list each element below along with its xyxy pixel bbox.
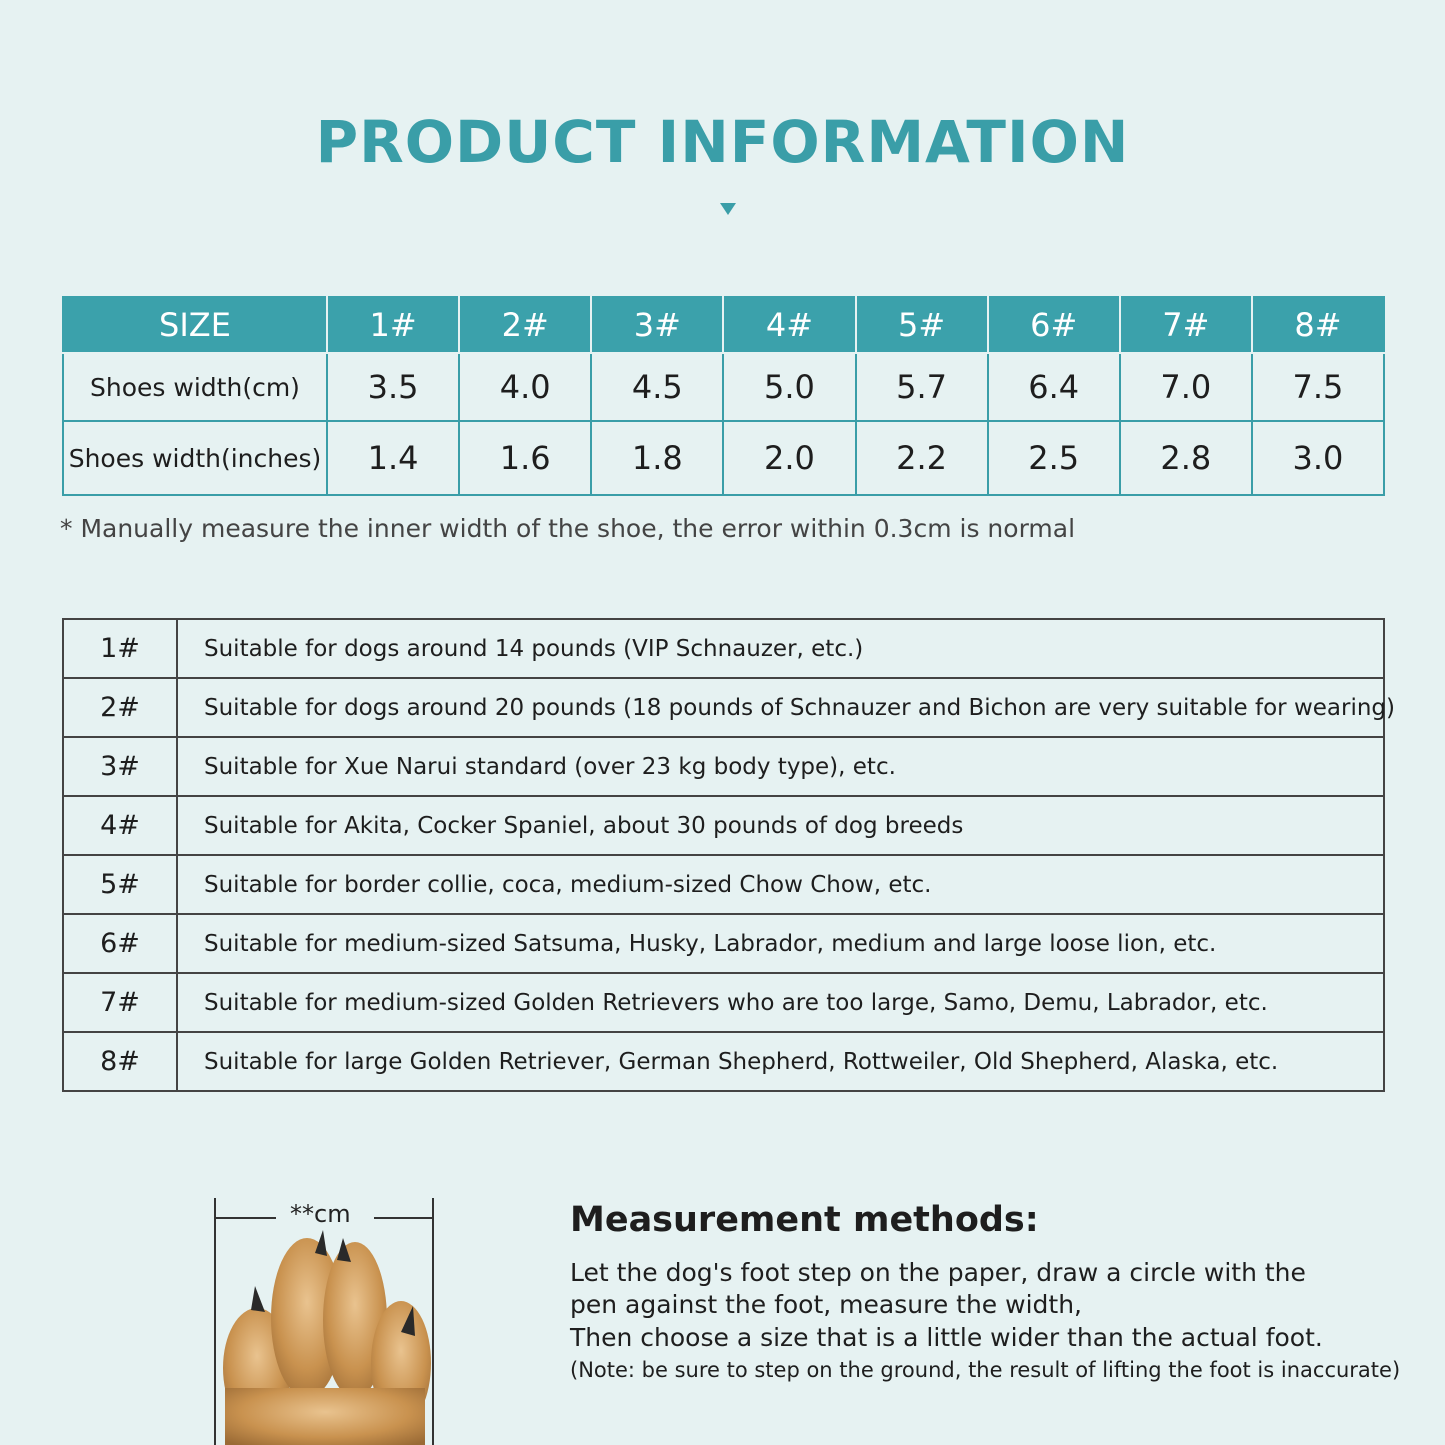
description-cell: Suitable for dogs around 14 pounds (VIP Schnauzer, etc.) — [177, 619, 1384, 678]
table-cell: 1.4 — [327, 421, 459, 495]
table-row — [63, 914, 1384, 973]
table-row — [63, 1032, 1384, 1091]
description-cell: Suitable for border collie, coca, medium-sized Chow Chow, etc. — [177, 855, 1384, 914]
size-header-row — [63, 297, 1384, 353]
measurement-text-line: Then choose a size that is a little wider than the actual foot. — [570, 1323, 1323, 1352]
table-row — [63, 353, 1384, 421]
size-header-cell: 5# — [856, 297, 988, 353]
row-label: Shoes width(cm) — [63, 353, 327, 421]
dog-paw-image — [215, 1198, 433, 1445]
paw-illustration — [215, 1198, 433, 1445]
measurement-text-line: Let the dog's foot step on the paper, draw a circle with the — [570, 1258, 1306, 1287]
size-header-cell: SIZE — [63, 297, 327, 353]
table-cell: 5.0 — [723, 353, 855, 421]
description-cell: Suitable for medium-sized Golden Retrievers who are too large, Samo, Demu, Labrador, etc. — [177, 973, 1384, 1032]
measurement-note: (Note: be sure to step on the ground, the result of lifting the foot is inaccurate) — [570, 1358, 1401, 1382]
table-cell: 1.6 — [459, 421, 591, 495]
table-row — [63, 421, 1384, 495]
measurement-title: Measurement methods: — [570, 1200, 1039, 1240]
table-row — [63, 619, 1384, 678]
measure-label: **cm — [290, 1200, 351, 1228]
size-header-cell: 2# — [459, 297, 591, 353]
table-row — [63, 796, 1384, 855]
table-cell: 2.5 — [988, 421, 1120, 495]
measurement-text-line: pen against the foot, measure the width, — [570, 1290, 1082, 1319]
size-cell: 2# — [63, 678, 177, 737]
size-cell: 1# — [63, 619, 177, 678]
description-cell: Suitable for Akita, Cocker Spaniel, about 30 pounds of dog breeds — [177, 796, 1384, 855]
description-cell: Suitable for dogs around 20 pounds (18 pounds of Schnauzer and Bichon are very suitable for wearing) — [177, 678, 1384, 737]
table-cell: 3.5 — [327, 353, 459, 421]
table-row — [63, 973, 1384, 1032]
table-row — [63, 678, 1384, 737]
triangle-down-icon — [720, 203, 736, 215]
size-cell: 8# — [63, 1032, 177, 1091]
description-cell: Suitable for medium-sized Satsuma, Husky, Labrador, medium and large loose lion, etc. — [177, 914, 1384, 973]
table-cell: 1.8 — [591, 421, 723, 495]
size-header-cell: 8# — [1252, 297, 1384, 353]
table-row — [63, 855, 1384, 914]
size-table — [62, 296, 1385, 496]
size-header-cell: 1# — [327, 297, 459, 353]
breed-table — [62, 618, 1396, 1092]
size-header-cell: 3# — [591, 297, 723, 353]
table-cell: 7.5 — [1252, 353, 1384, 421]
size-cell: 3# — [63, 737, 177, 796]
table-cell: 5.7 — [856, 353, 988, 421]
table-cell: 2.2 — [856, 421, 988, 495]
table-cell: 7.0 — [1120, 353, 1252, 421]
table-cell: 2.8 — [1120, 421, 1252, 495]
row-label: Shoes width(inches) — [63, 421, 327, 495]
table-row — [63, 737, 1384, 796]
size-header-cell: 6# — [988, 297, 1120, 353]
size-header-cell: 7# — [1120, 297, 1252, 353]
table-cell: 3.0 — [1252, 421, 1384, 495]
size-cell: 5# — [63, 855, 177, 914]
page-title: PRODUCT INFORMATION — [315, 108, 1130, 176]
description-cell: Suitable for Xue Narui standard (over 23 kg body type), etc. — [177, 737, 1384, 796]
description-cell: Suitable for large Golden Retriever, German Shepherd, Rottweiler, Old Shepherd, Alaska, etc. — [177, 1032, 1384, 1091]
size-cell: 4# — [63, 796, 177, 855]
table-cell: 4.5 — [591, 353, 723, 421]
size-cell: 6# — [63, 914, 177, 973]
table-cell: 6.4 — [988, 353, 1120, 421]
table-cell: 4.0 — [459, 353, 591, 421]
table-cell: 2.0 — [723, 421, 855, 495]
size-note: * Manually measure the inner width of the shoe, the error within 0.3cm is normal — [60, 514, 1076, 543]
size-cell: 7# — [63, 973, 177, 1032]
size-header-cell: 4# — [723, 297, 855, 353]
